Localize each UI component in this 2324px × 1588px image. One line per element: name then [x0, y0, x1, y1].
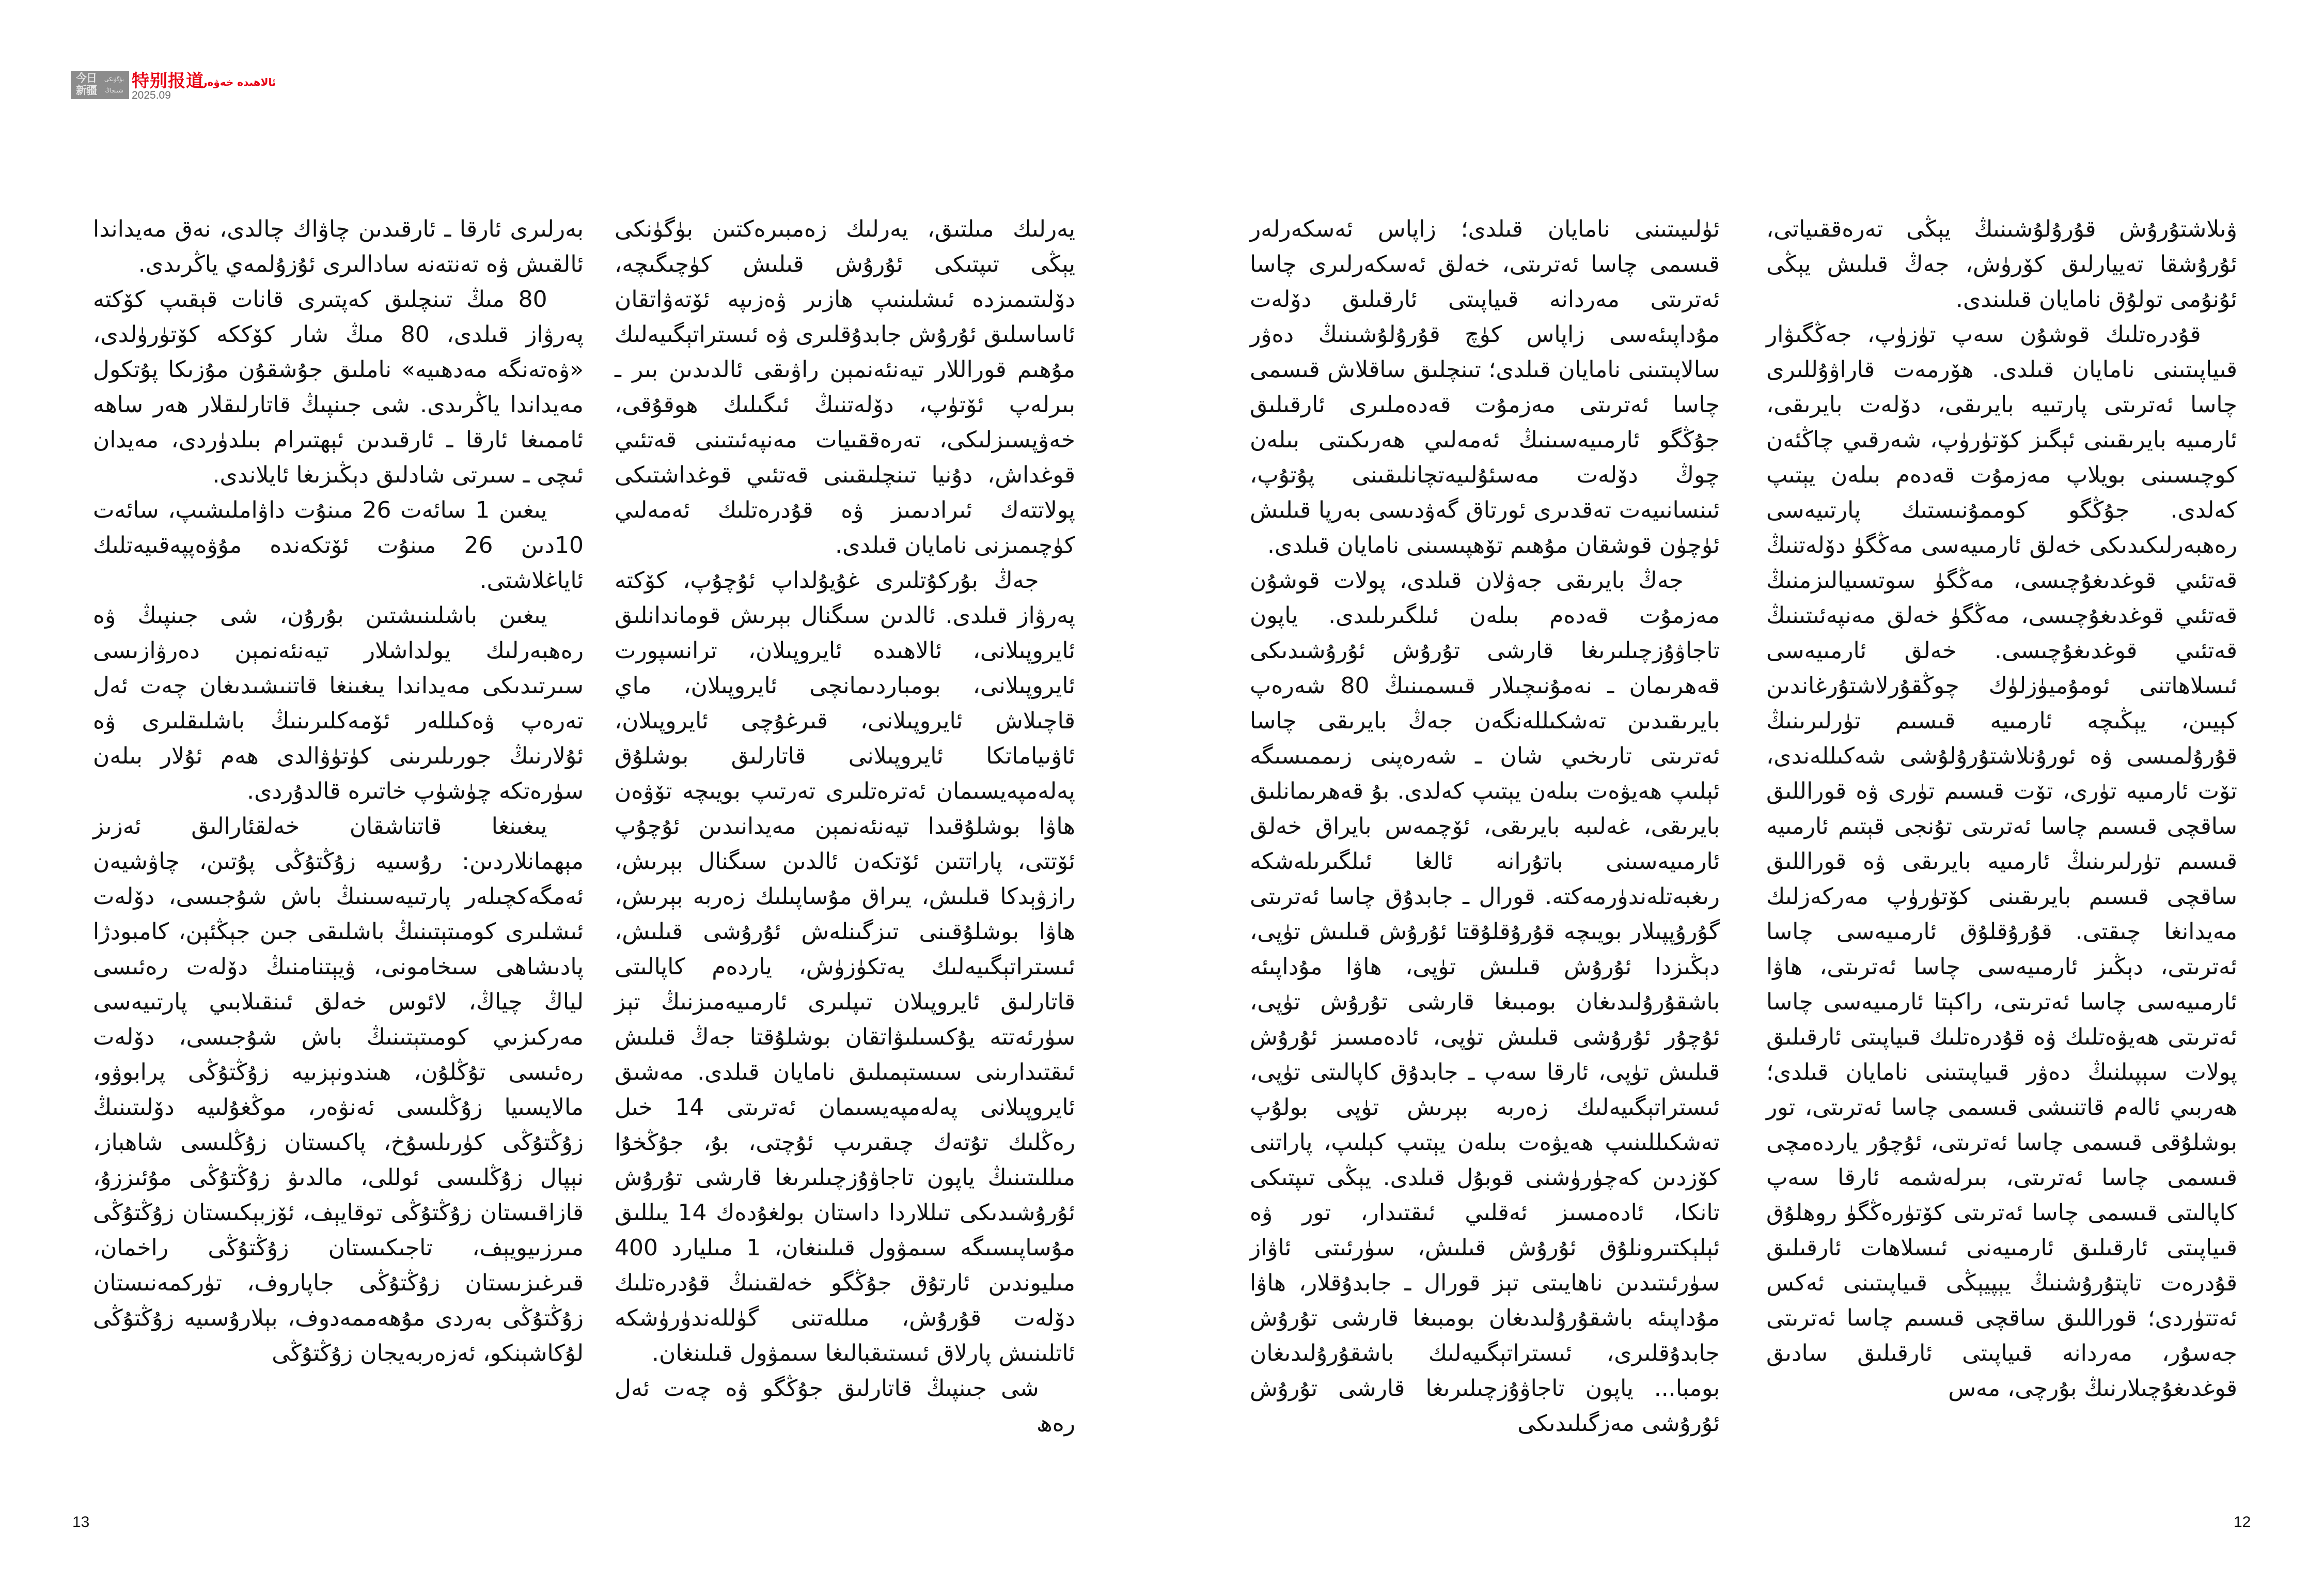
text-column-2: [615, 212, 1075, 1441]
paragraph: ئۈلىيىتىنى نامايان قىلدى؛ زاپاس ئەسكەرلەر قىسمى چاسا ئەترىتى، خەلق ئەسكەرلىرى چاسا ئەترىتى مەردانە قىياپىتى ئارقىلىق دۆلەت مۇداپىئەسى زاپاس كۈچ قۇرۇلۇشىنىڭ دەۋر سالاپىتىنى نامايان قىلدى؛ تىنچلىق ساقلاش قىسمى چاسا ئەترىتى مەزمۇت قەدەملىرى ئارقىلىق جۇڭگو ئارمىيەسىنىڭ ئەمەلىي ھەرىكىتى بىلەن چوڭ دۆلەت مەسئۇلىيەتچانلىقىنى پۇتۇپ، ئىنسانىيەت تەقدىرى ئورتاق گەۋدىسى بەرپا قىلىش ئۈچۈن قوشقان مۇھىم تۆھپىسىنى نامايان قىلدى.: [1250, 216, 1720, 558]
paragraph: يەرلىك مىلتىق، يەرلىك زەمبىرەكتىن بۈگۈنكى يېڭى تىپتىكى ئۇرۇش قىلىش كۈچىگىچە، دۆلىتىمىزدە ئىشلىنىپ ھازىر ۋەزىپە ئۆتەۋاتقان ئاساسلىق ئۇرۇش جابدۇقلىرى ۋە ئىستراتېگىيەلىك مۇھىم قوراللار تيەنئەنمېن راۋىقى ئالدىدىن بىر ـ بىرلەپ ئۆتۈپ، دۆلەتنىڭ ئىگىلىك ھوقۇقى، خەۋپسىزلىكى، تەرەققىيات مەنپەئىتىنى قەتئىي قوغداش، دۇنيا تىنچلىقىنى قەتئىي قوغداشتىكى پولاتتەك ئىرادىمىز ۋە قۇدرەتلىك ئەمەلىي كۈچىمىزنى نامايان قىلدى.: [615, 216, 1075, 558]
section-title-chinese: 特别报道: [132, 71, 204, 91]
text-column-4: [1766, 212, 2237, 1406]
paragraph: 80 مىڭ تىنچلىق كەپتىرى قانات قېقىپ كۆكتە پەرۋاز قىلدى، 80 مىڭ شار كۆككە كۆتۈرۈلدى، «ۋەتەنگە مەدھىيە» ناملىق جۇشقۇن مۇزىكا پۇتكول مەيداندا ياڭرىدى. شى جىنپىڭ قاتارلىقلار ھەر ساھە ئاممىغا ئارقا ـ ئارقىدىن ئېھتىرام بىلدۈردى، مەيدان ئىچى ـ سىرتى شادلىق دېڭىزىغا ئايلاندى.: [93, 286, 584, 488]
paragraph: يىغىنغا قاتناشقان خەلقئارالىق ئەزىز مېھمانلاردىن: رۇسىيە زۇڭتۇڭى پۇتىن، چاۋشيەن ئەمگەكچىلەر پارتىيەسىنىڭ باش شۇجىسى، دۆلەت ئىشلىرى كومىتېتىنىڭ باشلىقى جىن جېڭئېن، كامبودژا پادىشاھى سىخامونى، ۋيېتنامنىڭ دۆلەت رەئىسى لياڭ چياڭ، لائوس خەلق ئىنقىلابىي پارتىيەسى مەركىزىي كومىتېتىنىڭ باش شۇجىسى، دۆلەت رەئىسى تۇڭلۇن، ھىندونېزىيە زۇڭتۇڭى پرابوۋو، مالايسىيا زۇڭلىسى ئەنۋەر، موڭغۇلىيە دۆلىتىنىڭ زۇڭتۇڭى كۈرىلسۇخ، پاكىستان زۇڭلىسى شاھباز، نېپال زۇڭلىسى ئوللى، مالدىۋ زۇڭتۇڭى مۇئىززۇ، قازاقىستان زۇڭتۇڭى توقايېف، ئۆزبېكىستان زۇڭتۇڭى مىرزىيويېف، تاجىكىستان زۇڭتۇڭى راخمان، قىرغىزىستان زۇڭتۇڭى جاپاروف، تۈركمەنىستان زۇڭتۇڭى بەردى مۇھەممەدوف، بېلارۇسىيە زۇڭتۇڭى لۇكاشېنكو، ئەزەربەيجان زۇڭتۇڭى: [93, 813, 584, 1366]
logo-chinese-text: 今日新疆: [76, 71, 97, 97]
paragraph: شى جىنپىڭ قاتارلىق جۇڭگو ۋە چەت ئەل رەھ: [615, 1375, 1075, 1437]
paragraph: ۋىلاشتۇرۇش قۇرۇلۇشىنىڭ يېڭى تەرەققىياتى، ئۇرۇشقا تەييارلىق كۆرۈش، جەڭ قىلىش يېڭى ئۇنۇمى تولۇق نامايان قىلىندى.: [1766, 216, 2237, 313]
section-title-uyghur: ئالاھىدە خەۋەر: [201, 76, 276, 88]
paragraph: يىغىن باشلىنىشتىن بۇرۇن، شى جىنپىڭ ۋە رەھبەرلىك يولداشلار تيەنئەنمېن دەرۋازىسى سىرتىدىكى مەيداندا يىغىنغا قاتنىشىدىغان چەت ئەل تەرەپ ۋەكىللەر ئۆمەكلىرىنىڭ باشلىقلىرى ۋە ئۇلارنىڭ جورىلىرىنى كۈتۈۋالدى ھەم ئۇلار بىلەن سۈرەتكە چۈشۈپ خاتىرە قالدۇردى.: [93, 602, 584, 804]
issue-date: 2025.09: [132, 89, 171, 101]
magazine-logo: [71, 71, 129, 99]
logo-uyghur-text: بۈگۈنكى شىنجاڭ: [104, 76, 124, 94]
paragraph: جەڭ بايرىقى جەۋلان قىلدى، پولات قوشۇن مەزمۇت قەدەم بىلەن ئىلگىرىلىدى. ياپون تاجاۋۇزچىلىرىغا قارشى تۇرۇش ئۇرۇشىدىكى قەھرىمان ـ نەمۇنىچىلار قىسمىنىڭ 80 شەرەپ بايرىقىدىن تەشكىللەنگەن جەڭ بايرىقى چاسا ئەترىتى تارىخىي شان ـ شەرەپنى زىممىسىگە ئېلىپ ھەيۋەت بىلەن يېتىپ كەلدى. بۇ قەھرىمانلىق بايرىقى، غەلىبە بايرىقى، ئۆچمەس بايراق خەلق ئارمىيەسىنى باتۇرانە ئالغا ئىلگىرىلەشكە رىغبەتلەندۈرمەكتە. قورال ـ جابدۇق چاسا ئەترىتى گۇرۇپپىلار بويىچە قۇرۇقلۇقتا ئۇرۇش قىلىش تۈپى، دېڭىزدا ئۇرۇش قىلىش تۈپى، ھاۋا مۇداپىئە باشقۇرۇلىدىغان بومبىغا قارشى تۇرۇش تۈپى، ئۇچۇر ئۇرۇشى قىلىش تۈپى، ئادەمسىز ئۇرۇش قىلىش تۈپى، ئارقا سەپ ـ جابدۇق كاپالىتى تۈپى، ئىستراتېگىيەلىك زەربە بېرىش تۈپى بولۇپ تەشكىللىنىپ ھەيۋەت بىلەن يېتىپ كېلىپ، پاراتنى كۆزدىن كەچۈرۈشنى قوبۇل قىلدى. يېڭى تىپتىكى تانكا، ئادەمسىز ئەقلىي ئىقتىدار، تور ۋە ئېلېكتىرونلۇق ئۇرۇش قىلىش، سۈرئىتى ئاۋاز سۈرئىتىدىن ناھايىتى تېز قورال ـ جابدۇقلار، ھاۋا مۇداپىئە باشقۇرۇلىدىغان بومبىغا قارشى تۇرۇش جابدۇقلىرى، ئىستراتېگىيەلىك باشقۇرۇلىدىغان بومبا... ياپون تاجاۋۇزچىلىرىغا قارشى تۇرۇش ئۇرۇشى مەزگىلىدىكى: [1250, 567, 1720, 1437]
paragraph: قۇدرەتلىك قوشۇن سەپ تۈزۈپ، جەڭگىۋار قىياپىتىنى نامايان قىلدى. ھۆرمەت قاراۋۇللىرى چاسا ئەترىتى پارتىيە بايرىقى، دۆلەت بايرىقى، ئارمىيە بايرىقىنى ئېگىز كۆتۈرۈپ، شەرقىي چاڭئەن كوچىسىنى بويلاپ مەزمۇت قەدەم بىلەن يېتىپ كەلدى. جۇڭگو كوممۇنىستىك پارتىيەسى رەھبەرلىكىدىكى خەلق ئارمىيەسى مەڭگۈ دۆلەتنىڭ قەتئىي قوغدىغۇچىسى، مەڭگۈ سوتسىيالىزمنىڭ قەتئىي قوغدىغۇچىسى، مەڭگۈ خەلق مەنپەئىتىنىڭ قەتئىي قوغدىغۇچىسى. خەلق ئارمىيەسى ئىسلاھاتنى ئومۇميۈزلۈك چوڭقۇرلاشتۇرغاندىن كېيىن، يېڭىچە ئارمىيە قىسىم تۈرلىرىنىڭ قۇرۇلمىسى ۋە ئورۇنلاشتۇرۇلۇشى شەكىللەندى، تۆت ئارمىيە تۈرى، تۆت قىسىم تۈرى ۋە قوراللىق ساقچى قىسىم چاسا ئەترىتى تۇنجى قېتىم ئارمىيە قىسىم تۈرلىرىنىڭ ئارمىيە بايرىقى ۋە قوراللىق ساقچى قىسىم بايرىقىنى كۆتۈرۈپ مەركەزلىك مەيدانغا چىقتى. قۇرۇقلۇق ئارمىيەسى چاسا ئەترىتى، دېڭىز ئارمىيەسى چاسا ئەترىتى، ھاۋا ئارمىيەسى چاسا ئەترىتى، راكېتا ئارمىيەسى چاسا ئەترىتى ھەيۋەتلىك ۋە قۇدرەتلىك قىياپىتى ئارقىلىق پولات سېپىلنىڭ دەۋر قىياپىتىنى نامايان قىلدى؛ ھەربىي ئالەم قاتنىشى قىسمى چاسا ئەترىتى، تور بوشلۇقى قىسمى چاسا ئەترىتى، ئۇچۇر ياردەمچى قىسمى چاسا ئەترىتى، بىرلەشمە ئارقا سەپ كاپالىتى قىسمى چاسا ئەترىتى كۆتۈرەڭگۈ روھلۇق قىياپىتى ئارقىلىق ئارمىيەنى ئىسلاھات ئارقىلىق قۇدرەت تاپتۇرۇشنىڭ يېپيېڭى قىياپىتىنى ئەكس ئەتتۈردى؛ قوراللىق ساقچى قىسىم چاسا ئەترىتى جەسۇر، مەردانە قىياپىتى ئارقىلىق سادىق قوغدىغۇچىلارنىڭ بۇرچى، مەس: [1766, 321, 2237, 1402]
paragraph: بەرلىرى ئارقا ـ ئارقىدىن چاۋاك چالدى، نەق مەيداندا ئالقىش ۋە تەنتەنە سادالىرى ئۇزۇلمەي ياڭرىدى.: [93, 216, 584, 277]
page-number-right: 12: [2234, 1514, 2251, 1531]
page-number-left: 13: [72, 1514, 90, 1531]
paragraph: جەڭ بۇركۇتلىرى غۇيۇلداپ ئۇچۇپ، كۆكتە پەرۋاز قىلدى. ئالدىن سىگنال بېرىش قوماندانلىق ئايروپىلانى، ئالاھىدە ئايروپىلان، ترانسپورت ئايروپىلانى، بومباردىمانچى ئايروپىلان، ماي قاچىلاش ئايروپىلانى، قىرغۇچى ئايروپىلان، ئاۋىياماتكا ئايروپىلانى قاتارلىق بوشلۇق پەلەمپەيسىمان ئەترەتلىرى تەرتىپ بويىچە تۆۋەن ھاۋا بوشلۇقىدا تيەنئەنمېن مەيدانىدىن ئۇچۇپ ئۆتتى، پاراتتىن ئۆتكەن ئالدىن سىگنال بېرىش، رازۋېدكا قىلىش، يىراق مۇساپىلىك زەربە بېرىش، ھاۋا بوشلۇقىنى تىزگىنلەش ئۇرۇشى قىلىش، ئىستراتېگىيەلىك يەتكۈزۈش، ياردەم كاپالىتى قاتارلىق ئايروپىلان تىپلىرى ئارمىيەمىزنىڭ تېز سۈرئەتتە يۇكسىلىۋاتقان بوشلۇقتا جەڭ قىلىش ئىقتىدارىنى سىستېمىلىق نامايان قىلدى. مەشىق ئايروپىلانى پەلەمپەيسىمان ئەترىتى 14 خىل رەڭلىك تۇتەك چىقىرىپ ئۇچتى، بۇ، جۇڭخۇا مىللىتىنىڭ ياپون تاجاۋۇزچىلىرىغا قارشى تۇرۇش ئۇرۇشىدىكى تىللاردا داستان بولغۇدەك 14 يىللىق مۇساپىسىگە سىمۋول قىلىنغان، 1 مىليارد 400 مىليوندىن ئارتۇق جۇڭگو خەلقىنىڭ قۇدرەتلىك دۆلەت قۇرۇش، مىللەتنى گۈللەندۈرۈشكە ئاتلىنىش پارلاق ئىستىقبالىغا سىمۋول قىلىنغان.: [615, 567, 1075, 1366]
text-column-3: [1250, 212, 1720, 1441]
paragraph: يىغىن 1 سائەت 26 مىنۇت داۋاملىشىپ، سائەت 10دىن 26 مىنۇت ئۆتكەندە مۇۋەپپەقىيەتلىك ئاياغلاشتى.: [93, 497, 584, 594]
text-column-1: [93, 212, 584, 1371]
